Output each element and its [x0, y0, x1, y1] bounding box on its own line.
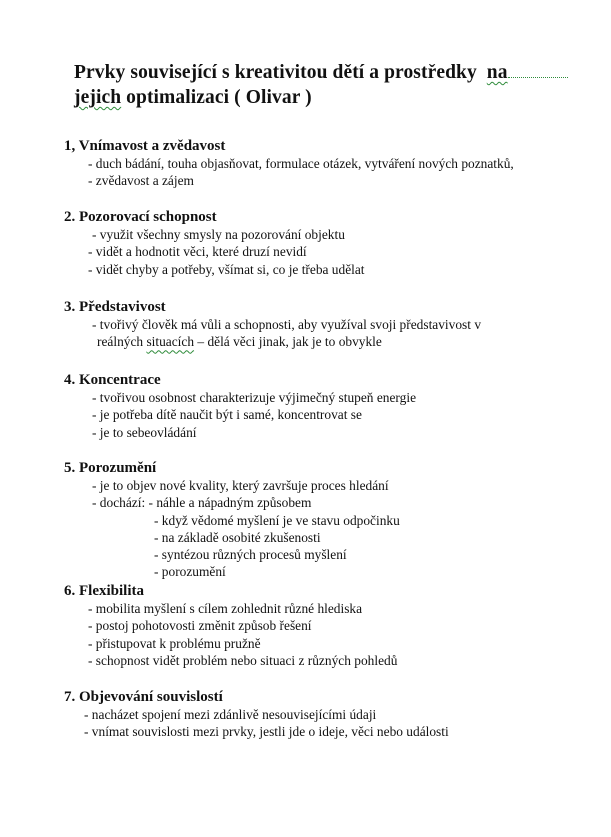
title-text: Prvky související s kreativitou dětí a prostředky [74, 62, 477, 83]
section-heading: 1, Vnímavost a zvědavost [64, 138, 226, 154]
section-koncentrace [64, 371, 416, 441]
list-item-continuation [64, 333, 481, 350]
section-heading: 2. Pozorovací schopnost [64, 209, 217, 225]
sub-list-item: - na základě osobité zkušenosti [154, 529, 321, 545]
section-vnimavost [64, 137, 514, 190]
section-heading: 5. Porozumění [64, 460, 157, 476]
list-item: - dochází: - náhle a nápadným způsobem [92, 495, 312, 511]
sub-list-item: - když vědomé myšlení je ve stavu odpočinku [154, 512, 400, 528]
list-item: - tvořivou osobnost charakterizuje výjimečný stupeň energie [92, 390, 417, 405]
section-predstavivost [64, 298, 481, 351]
spellcheck-marked-word: jejich [74, 87, 122, 108]
document-title [74, 60, 574, 110]
spellcheck-marked-word: na [486, 62, 508, 83]
section-porozumeni [64, 459, 400, 581]
list-item: - vnímat souvislosti mezi prvky, jestli jde o ideje, věci nebo události [84, 724, 449, 740]
spellcheck-underline [508, 76, 568, 78]
list-item: - postoj pohotovosti změnit způsob řešení [88, 618, 312, 634]
list-item: - je potřeba dítě naučit být i samé, koncentrovat se [92, 407, 362, 423]
list-item: - je to sebeovládání [92, 424, 197, 440]
list-item: - je to objev nové kvality, který završuje proces hledání [92, 478, 389, 493]
title-text: optimalizaci ( Olivar ) [121, 87, 312, 108]
list-item: - schopnost vidět problém nebo situaci z různých pohledů [88, 652, 398, 668]
spellcheck-marked-word: situacích [146, 334, 195, 350]
list-item: - přistupovat k problému pružně [88, 635, 261, 651]
list-item: - nacházet spojení mezi zdánlivě nesouvisejícími údaji [84, 707, 377, 722]
list-item: - využit všechny smysly na pozorování objektu [92, 227, 345, 242]
list-item: - vidět a hodnotit věci, které druzí nevidí [88, 244, 307, 260]
section-pozorovaci-schopnost [64, 208, 365, 278]
sub-list-item: - porozumění [154, 564, 226, 580]
list-item: - zvědavost a zájem [88, 173, 194, 189]
section-heading: 4. Koncentrace [64, 372, 161, 388]
sub-list-item: - syntézou různých procesů myšlení [154, 547, 347, 563]
section-heading: 6. Flexibilita [64, 583, 144, 599]
list-item: - duch bádání, touha objasňovat, formulace otázek, vytváření nových poznatků, [88, 156, 514, 171]
section-heading: 3. Představivost [64, 299, 166, 315]
list-item: - tvořivý člověk má vůli a schopnosti, aby využíval svoji představivost v [92, 317, 482, 332]
section-objevovani-souvislosti [64, 688, 449, 741]
section-flexibilita [64, 582, 397, 669]
list-item: - mobilita myšlení s cílem zohlednit různé hlediska [88, 601, 363, 616]
title-line-2 [74, 85, 574, 110]
list-item: - vidět chyby a potřeby, všímat si, co je třeba udělat [88, 261, 365, 277]
continuation-text: – dělá věci jinak, jak je to obvykle [194, 334, 382, 350]
title-line-1 [74, 60, 574, 85]
section-heading: 7. Objevování souvislostí [64, 689, 223, 705]
continuation-text: reálných [97, 334, 147, 350]
